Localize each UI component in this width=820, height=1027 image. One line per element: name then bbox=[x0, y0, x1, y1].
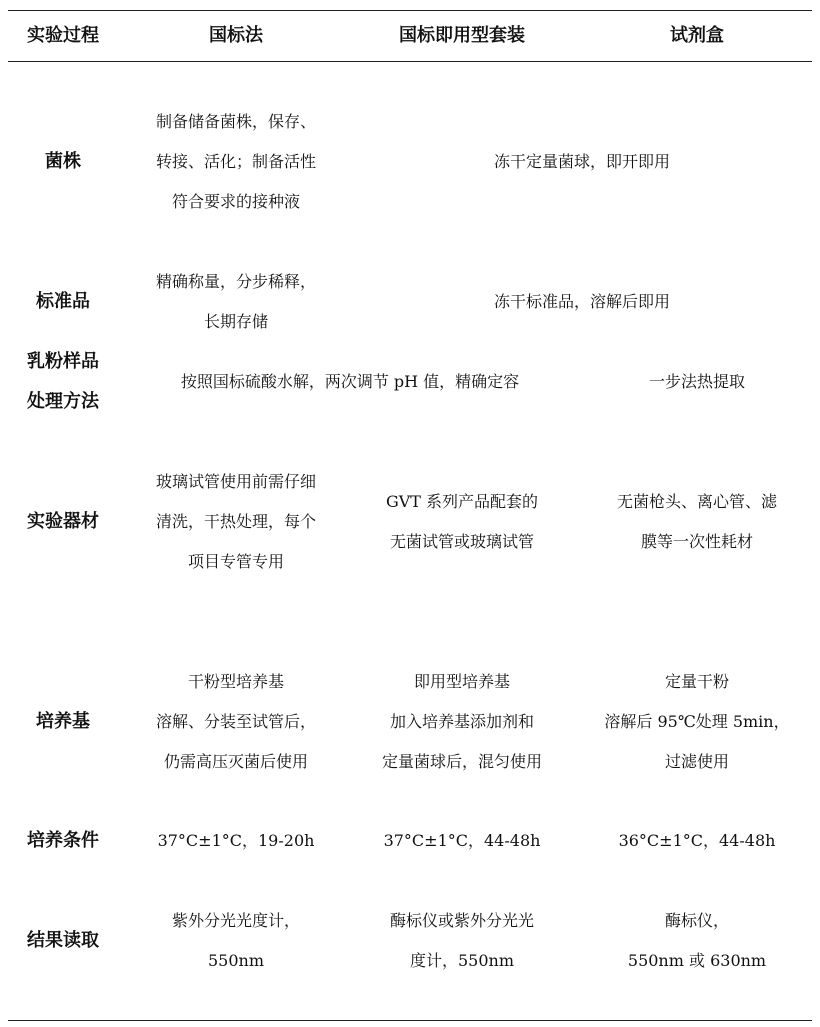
header-process: 实验过程 bbox=[27, 25, 99, 46]
table-top-rule bbox=[8, 10, 812, 11]
row-label-medium: 培养基 bbox=[36, 711, 90, 732]
header-reagent-kit: 试剂盒 bbox=[670, 25, 724, 46]
header-ready-kit: 国标即用型套装 bbox=[399, 25, 525, 46]
conditions-national-method: 37°C±1°C，19-20h bbox=[157, 831, 315, 850]
readout-kit: 酶标仪， 550nm 或 630nm bbox=[627, 911, 767, 970]
standard-national-method: 精确称量，分步稀释， 长期存储 bbox=[155, 272, 316, 331]
strain-kit: 冻干定量菌球，即开即用 bbox=[493, 152, 670, 171]
conditions-kit: 36°C±1°C，44-48h bbox=[618, 831, 776, 850]
conditions-ready-kit: 37°C±1°C，44-48h bbox=[383, 831, 541, 850]
table-bottom-rule bbox=[8, 1020, 812, 1021]
equipment-ready-kit: GVT 系列产品配套的 无菌试管或玻璃试管 bbox=[385, 492, 539, 551]
medium-ready-kit: 即用型培养基 加入培养基添加剂和 定量菌球后，混匀使用 bbox=[381, 672, 542, 771]
medium-national-method: 干粉型培养基 溶解、分装至试管后， 仍需高压灭菌后使用 bbox=[155, 672, 316, 771]
row-label-conditions: 培养条件 bbox=[27, 830, 99, 851]
sample-kit: 一步法热提取 bbox=[648, 372, 745, 391]
readout-national-method: 紫外分光光度计， 550nm bbox=[171, 911, 300, 970]
row-label-equipment: 实验器材 bbox=[27, 511, 99, 532]
row-label-readout: 结果读取 bbox=[27, 930, 99, 951]
header-national-method: 国标法 bbox=[209, 25, 263, 46]
row-label-strain: 菌株 bbox=[45, 151, 81, 172]
readout-ready-kit: 酶标仪或紫外分光光 度计，550nm bbox=[389, 911, 534, 970]
row-label-sample: 乳粉样品 处理方法 bbox=[27, 351, 99, 412]
medium-kit: 定量干粉 溶解后 95℃处理 5min， 过滤使用 bbox=[604, 672, 790, 771]
equipment-kit: 无菌枪头、离心管、滤 膜等一次性耗材 bbox=[616, 492, 777, 551]
equipment-national-method: 玻璃试管使用前需仔细 清洗，干热处理，每个 项目专管专用 bbox=[155, 472, 316, 571]
sample-national-method: 按照国标硫酸水解，两次调节 pH 值，精确定容 bbox=[180, 372, 520, 391]
table-header-rule bbox=[8, 61, 812, 62]
standard-kit: 冻干标准品，溶解后即用 bbox=[493, 292, 670, 311]
row-label-standard: 标准品 bbox=[36, 291, 90, 312]
strain-national-method: 制备储备菌株，保存、 转接、活化；制备活性 符合要求的接种液 bbox=[155, 112, 316, 211]
